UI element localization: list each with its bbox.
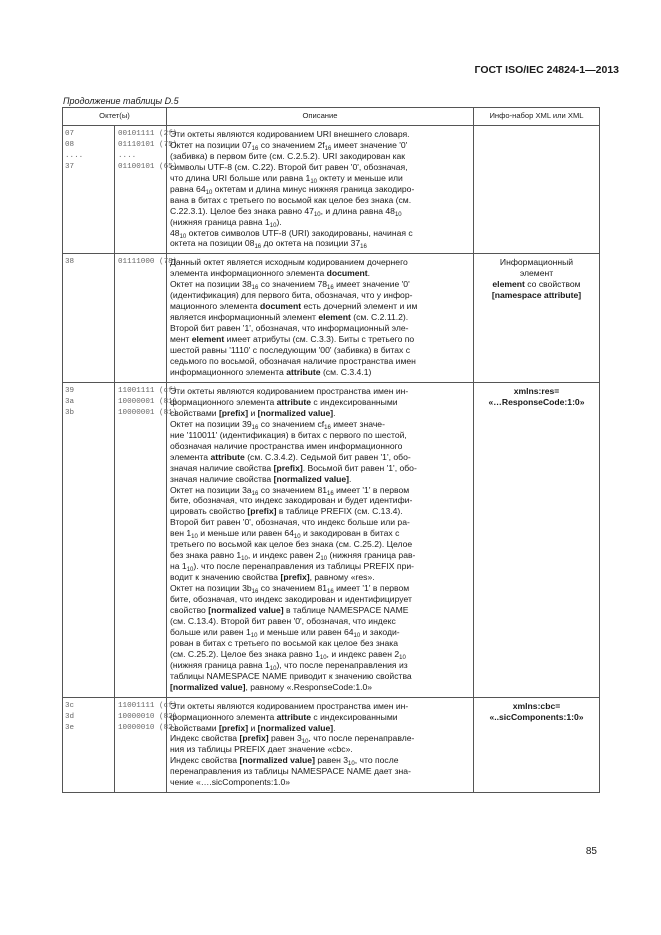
- description-cell-line: является информационный элемент element (см. C.2.11.2).: [170, 312, 409, 323]
- infoset-cell-line: xmlns:res=: [513, 385, 560, 396]
- description-cell-line: ния из таблицы PREFIX дает значение «cbc».: [170, 744, 353, 755]
- octet-index-cell-line: 3e: [65, 723, 75, 732]
- octet-binary-cell: [115, 254, 178, 382]
- table-row: [63, 254, 600, 382]
- description-cell-line: рован в битах с третьего по восьмой как целое без знака: [170, 637, 399, 648]
- description-cell-line: октета на позиции $08_{16}$ до октета на позиции $37_{16}$: [170, 238, 367, 251]
- description-cell-line: Индекс свойства [prefix] равен $3_{10}$, что после перенаправле-: [170, 733, 415, 746]
- infoset-cell: [474, 254, 600, 382]
- description-cell-line: свойство [normalized value] в таблице NAMESPACE NAME: [170, 604, 409, 615]
- description-cell-line: C.22.3.1). Целое без знака равно $47_{10}$, и длина равна $48_{10}$: [170, 205, 402, 218]
- octet-binary-cell-line: 01100101 (65): [118, 162, 178, 171]
- column-header-infoset: Инфо-набор XML или XML: [474, 108, 600, 126]
- description-cell-line: (см. C.13.4). Второй бит равен '0', обозначая, что индекс: [170, 615, 396, 626]
- description-cell: [167, 254, 474, 382]
- description-cell-line: Индекс свойства [normalized value] равен $3_{10}$, что после: [170, 755, 399, 768]
- octet-binary-cell-line: 11001111 (cf): [118, 701, 178, 710]
- octet-index-cell: [63, 697, 115, 793]
- description-cell-line: третьего по восьмой как целое без знака (см. C.25.2). Целое: [170, 539, 413, 550]
- octet-index-cell-line: 3d: [65, 712, 75, 721]
- description-cell-line: вана в битах с третьего по восьмой как целое без знака (см.: [170, 194, 412, 205]
- table-header-row: [63, 108, 600, 126]
- description-cell: [167, 382, 474, 697]
- description-cell-line: Октет на позиции $3b_{16}$ со значением $81_{16}$ имеет '1' в первом: [170, 583, 410, 596]
- page-number: 85: [585, 846, 597, 857]
- description-cell-line: мент element имеет атрибуты (см. C.3.3). Биты с третьего по: [170, 334, 415, 345]
- octet-table: [62, 107, 600, 793]
- description-cell-line: Данный октет является исходным кодированием дочернего: [170, 257, 408, 268]
- description-cell-line: [normalized value], равному «.ResponseCode:1.0»: [170, 681, 373, 692]
- column-header-octets: Октет(ы): [63, 108, 167, 126]
- description-cell-line: формационного элемента attribute с индексированными: [170, 711, 398, 722]
- standard-title: ГОСТ ISO/IEC 24824-1—2013: [474, 64, 619, 76]
- infoset-cell-line: [namespace attribute]: [491, 290, 582, 301]
- octet-index-cell-line: ....: [65, 151, 84, 160]
- description-cell-line: обозначая наличие пространства имен информационного: [170, 440, 403, 451]
- description-cell-line: Октет на позиции $3a_{16}$ со значением $81_{16}$ имеет '1' в первом: [170, 484, 410, 497]
- octet-index-cell-line: 38: [65, 258, 75, 267]
- description-cell-line: без знака равно $1_{10}$, и индекс равен $2_{10}$ (нижняя граница рав-: [170, 550, 416, 563]
- description-cell-line: Октет на позиции $38_{16}$ со значением $78_{16}$ имеет значение '0': [170, 279, 410, 292]
- description-cell-line: формационного элемента attribute с индексированными: [170, 396, 398, 407]
- description-cell-line: (забивка) в первом бите (см. C.2.5.2). URI закодирован как: [170, 150, 406, 161]
- description-cell-line: свойствами [prefix] и [normalized value].: [170, 722, 336, 733]
- description-cell-line: значая наличие свойства [prefix]. Восьмой бит равен '1', обо-: [170, 462, 417, 473]
- octet-index-cell: [63, 125, 115, 253]
- description-cell-line: символы UTF-8 (см. C.22). Второй бит равен '0', обозначая,: [170, 161, 408, 172]
- description-cell-line: информационного элемента attribute (см. C.3.4.1): [170, 366, 372, 377]
- infoset-cell-line: xmlns:cbc=: [512, 700, 561, 711]
- description-cell-line: (нижняя граница равна $1_{10}$).: [170, 216, 282, 229]
- column-header-description: Описание: [167, 108, 474, 126]
- octet-index-cell: [63, 254, 115, 382]
- description-cell: [167, 125, 474, 253]
- description-cell-line: Эти октеты являются кодированием URI внешнего словаря.: [170, 128, 410, 139]
- infoset-cell-line: «..sicComponents:1:0»: [489, 711, 584, 722]
- description-cell-line: вен $1_{10}$ и меньше или равен $64_{10}$ и закодирован в битах с: [170, 528, 400, 541]
- infoset-cell-line: элемент: [519, 268, 554, 279]
- octet-index-cell: [63, 382, 115, 697]
- infoset-cell: [474, 125, 600, 253]
- description-cell-line: что длина URI больше или равна $1_{10}$ октету и меньше или: [170, 172, 403, 185]
- table-row: [63, 125, 600, 253]
- description-cell-line: Второй бит равен '0', обозначая, что индекс больше или ра-: [170, 517, 410, 528]
- description-cell-line: $48_{10}$ октетов символов UTF-8 (URI) закодированы, начиная с: [170, 227, 413, 240]
- description-cell-line: бите, обозначая, что индекс закодирован и идентифицирует: [170, 594, 412, 605]
- octet-index-cell-line: 3c: [65, 701, 75, 710]
- description-cell: [167, 697, 474, 793]
- octet-index-cell-line: 3a: [65, 397, 75, 406]
- description-cell-line: значая наличие свойства [normalized value].: [170, 473, 352, 484]
- infoset-cell-line: Информационный: [499, 257, 574, 268]
- description-cell-line: свойствами [prefix] и [normalized value].: [170, 407, 336, 418]
- octet-index-cell-line: 08: [65, 140, 75, 149]
- description-cell-line: Октет на позиции $07_{16}$ со значением $2f_{16}$ имеет значение '0': [170, 139, 408, 152]
- description-cell-line: равна $64_{10}$ октетам и длина минус нижняя граница закодиро-: [170, 183, 415, 196]
- octet-binary-cell-line: 10000010 (82): [118, 723, 178, 732]
- octet-binary-cell: [115, 125, 178, 253]
- table-row: [63, 382, 600, 697]
- description-cell-line: ние '110011' (идентификация) в битах с первого по шестой,: [170, 429, 407, 440]
- description-cell-line: Эти октеты являются кодированием пространства имен ин-: [170, 700, 409, 711]
- description-cell-line: Эти октеты являются кодированием пространства имен ин-: [170, 385, 409, 396]
- description-cell-line: таблицы NAMESPACE NAME приводит к значению свойства: [170, 670, 412, 681]
- description-cell-line: бите, обозначая, что индекс закодирован и будет идентифи-: [170, 495, 413, 506]
- description-cell-line: перенаправления из таблицы NAMESPACE NAME дает зна-: [170, 766, 411, 777]
- description-cell-line: больше или равен $1_{10}$ и меньше или равен $64_{10}$ и закоди-: [170, 626, 400, 639]
- description-cell-line: мационного элемента document есть дочерний элемент и им: [170, 301, 418, 312]
- octet-index-cell-line: 07: [65, 129, 75, 138]
- infoset-cell-line: element со свойством: [492, 279, 581, 290]
- infoset-cell: [474, 382, 600, 697]
- octet-index-cell-line: 37: [65, 162, 75, 171]
- description-cell-line: седьмого по восьмой, обозначая наличие пространства имен: [170, 356, 416, 367]
- description-cell-line: (идентификация) для первого бита, обозначая, что у инфор-: [170, 290, 413, 301]
- table-body: [63, 125, 600, 792]
- octet-binary-cell-line: 00101111 (2f): [118, 129, 178, 138]
- octet-index-cell-line: 39: [65, 386, 75, 395]
- description-cell-line: Второй бит равен '1', обозначая, что информационный эле-: [170, 323, 409, 334]
- description-cell-line: Октет на позиции $39_{16}$ со значением $cf_{16}$ имеет значе-: [170, 418, 385, 431]
- description-cell-line: чение «….sicComponents:1.0»: [170, 777, 291, 788]
- octet-binary-cell-line: 10000010 (82): [118, 712, 178, 721]
- description-cell-line: элемента attribute (см. C.3.4.2). Седьмой бит равен '1', обо-: [170, 451, 411, 462]
- description-cell-line: водит к значению свойства [prefix], равному «res».: [170, 572, 375, 583]
- octet-binary-cell-line: 11001111 (cf): [118, 386, 178, 395]
- octet-binary-cell-line: 01110101 (75): [118, 140, 178, 149]
- octet-binary-cell-line: ....: [118, 151, 137, 160]
- description-cell-line: шестой равны '1110' с последующим '00' (забивка) в битах с: [170, 345, 411, 356]
- octet-binary-cell-line: 10000001 (81): [118, 408, 178, 417]
- description-cell-line: цировать свойство [prefix] в таблице PREFIX (см. C.13.4).: [170, 506, 403, 517]
- octet-binary-cell-line: 01111000 (78): [118, 258, 178, 267]
- description-cell-line: (нижняя граница равна $1_{10}$), что после перенаправления из: [170, 659, 408, 672]
- description-cell-line: на $1_{10}$). что после перенаправления из таблицы PREFIX при-: [170, 561, 415, 574]
- description-cell-line: элемента информационного элемента document.: [170, 268, 371, 279]
- infoset-cell: [474, 697, 600, 793]
- infoset-cell-line: «…ResponseCode:1:0»: [488, 396, 585, 407]
- octet-binary-cell: [115, 697, 178, 793]
- description-cell-line: (см. C.25.2). Целое без знака равно $1_{10}$, и индекс равен $2_{10}$: [170, 648, 406, 661]
- octet-index-cell-line: 3b: [65, 408, 75, 417]
- octet-binary-cell-line: 10000001 (81): [118, 397, 178, 406]
- table-caption: Продолжение таблицы D.5: [63, 96, 179, 106]
- table-row: [63, 697, 600, 793]
- octet-binary-cell: [115, 382, 178, 697]
